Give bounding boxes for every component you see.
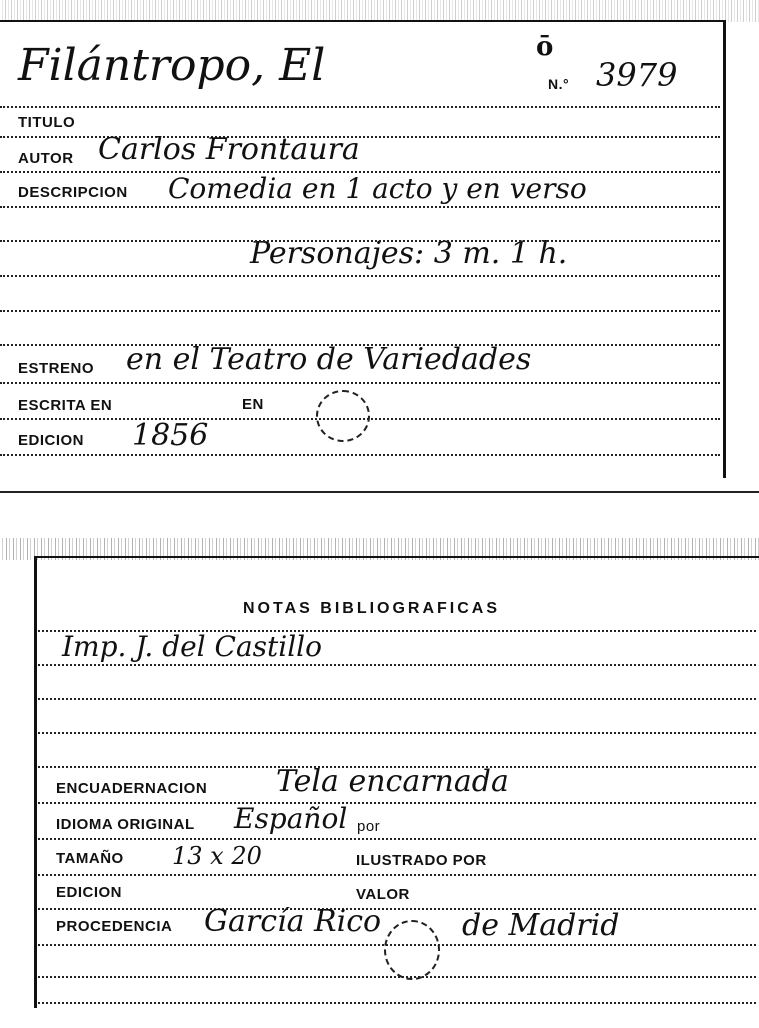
rule-line: [38, 976, 756, 978]
rule-line: [0, 240, 720, 242]
rule-line: [0, 310, 720, 312]
idioma-value: Español: [234, 802, 348, 835]
rule-line: [0, 106, 720, 108]
autor-value: Carlos Frontaura: [98, 132, 360, 167]
rule-line: [0, 382, 720, 384]
ilustrado-label: ILUSTRADO POR: [356, 852, 487, 869]
titulo-label: TITULO: [18, 114, 76, 131]
tamano-label: TAMAÑO: [56, 850, 124, 867]
ink-blot: [384, 920, 440, 980]
title-handwritten: Filántropo, El: [18, 40, 326, 91]
rule-line: [38, 874, 756, 876]
rule-line: [0, 206, 720, 208]
rule-line: [38, 732, 756, 734]
encuadernacion-label: ENCUADERNACION: [56, 780, 208, 797]
edicion-value: 1856: [132, 418, 209, 453]
rule-line: [38, 1002, 756, 1004]
en-label: EN: [242, 396, 264, 413]
rule-line: [38, 838, 756, 840]
estreno-value: en el Teatro de Variedades: [126, 342, 532, 377]
rule-line: [0, 418, 720, 420]
personajes-value: Personajes: 3 m. 1 h.: [250, 236, 568, 271]
number-label: N.°: [548, 76, 570, 92]
encuadernacion-value: Tela encarnada: [276, 764, 509, 799]
edicion-label: EDICION: [18, 432, 85, 449]
scan-noise-top: [0, 0, 759, 22]
autor-label: AUTOR: [18, 150, 74, 167]
ink-blot: [316, 390, 370, 442]
number-mark: ō: [536, 32, 554, 62]
idioma-label: IDIOMA ORIGINAL: [56, 816, 195, 833]
notas-value: Imp. J. del Castillo: [62, 630, 322, 663]
card-separator: [0, 491, 759, 493]
descripcion-label: DESCRIPCION: [18, 184, 128, 201]
rule-line: [38, 944, 756, 946]
procedencia-label: PROCEDENCIA: [56, 918, 173, 935]
notas-heading: NOTAS BIBLIOGRAFICAS: [243, 600, 501, 617]
rule-line: [38, 664, 756, 666]
procedencia-value: García Rico: [204, 904, 382, 939]
escrita-en-label: ESCRITA EN: [18, 397, 113, 414]
estreno-label: ESTRENO: [18, 360, 95, 377]
valor-label: VALOR: [356, 886, 410, 903]
rule-line: [0, 454, 720, 456]
rule-line: [0, 275, 720, 277]
rule-line: [38, 698, 756, 700]
por-label: por: [357, 818, 381, 835]
descripcion-value: Comedia en 1 acto y en verso: [168, 172, 587, 205]
rule-line: [38, 802, 756, 804]
number-value: 3979: [596, 56, 678, 94]
edicion-back-label: EDICION: [56, 884, 123, 901]
procedencia-value-tail: de Madrid: [462, 908, 620, 943]
tamano-value: 13 x 20: [172, 842, 262, 870]
rule-line: [38, 908, 756, 910]
